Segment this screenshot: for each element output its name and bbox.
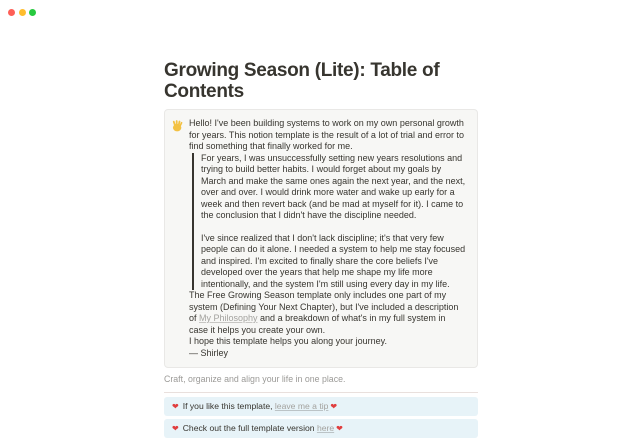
- minimize-window-button[interactable]: [19, 9, 26, 16]
- notion-page: [164, 0, 478, 441]
- hope-line: I hope this template helps you along your journey.: [189, 336, 387, 346]
- page-tagline: Craft, organize and align your life in one place.: [164, 374, 346, 384]
- heart-icon: ❤: [172, 424, 179, 433]
- quote-paragraph-1: For years, I was unsuccessfully setting new years resolutions and trying to build better habits. I would forget about my goals by March and make the same ones again the next year, and the next, over and over. I would drink more water and wake up early for a week and then revert back (and be mad at myself for it). I came to the conclusion that I didn't have the discipline needed.: [201, 152, 466, 220]
- full-version-banner: [164, 419, 478, 438]
- full-version-banner-text: Check out the full template version: [182, 423, 317, 433]
- zoom-window-button[interactable]: [29, 9, 36, 16]
- heart-icon: ❤: [336, 424, 343, 433]
- intro-callout-body: [189, 118, 466, 359]
- leave-tip-link[interactable]: leave me a tip: [274, 401, 329, 411]
- divider: [164, 392, 478, 393]
- signature: — Shirley: [189, 347, 229, 358]
- my-philosophy-link[interactable]: My Philosophy: [199, 313, 258, 323]
- outro-text-after: and a breakdown of what's in my full system in case it helps you create your own.: [189, 313, 446, 335]
- quote-block: [192, 153, 466, 291]
- close-window-button[interactable]: [8, 9, 15, 16]
- outro-paragraph: [189, 290, 466, 336]
- tip-banner-text: If you like this template,: [182, 401, 275, 411]
- heart-icon: ❤: [172, 402, 179, 411]
- quote-paragraph-2: I've since realized that I don't lack discipline; it's that very few people can do it alone. I needed a system to help me stay focused and inspired. I'm excited to finally share the core beliefs I've developed over the years that help me shape my life more intentionally, and the system I'm still using every day in my life.: [201, 232, 466, 289]
- heart-icon: ❤: [330, 402, 338, 411]
- intro-paragraph: Hello! I've been building systems to work on my own personal growth for years. This notion template is the result of a lot of trial and error to find something that finally worked for me.: [189, 118, 464, 151]
- waving-hand-icon: [171, 119, 183, 131]
- page-title: Growing Season (Lite): Table of Contents: [164, 60, 440, 102]
- full-version-link[interactable]: here: [316, 423, 335, 433]
- intro-callout: [164, 109, 478, 368]
- outro-text-before: The Free Growing Season template only includes one part of my system (Defining Your Next Chapter), but I've included a description of: [189, 290, 459, 323]
